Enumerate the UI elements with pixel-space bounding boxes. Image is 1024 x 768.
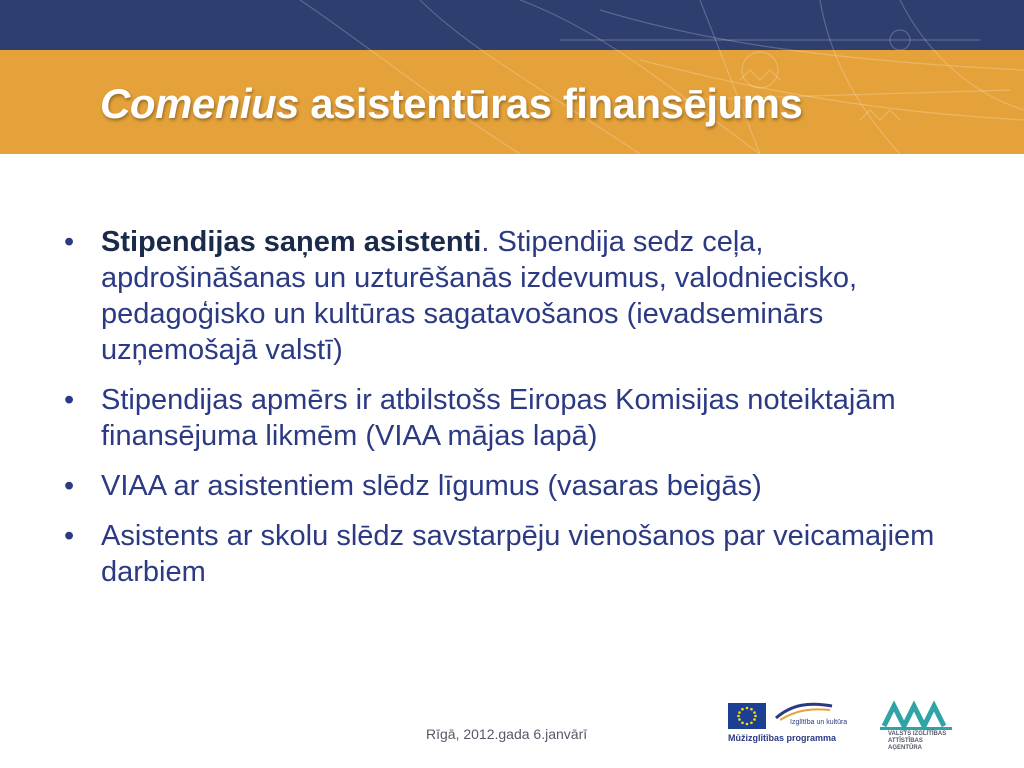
decorative-map-icon [0,0,1024,154]
bullet-text: . Stipendija sedz ceļa, apdrošināšanas un uzturēšanās izdevumus, valodniecisko, pedagoģisko un kultūras sagatavošanos (ievadseminārs uzņemošajā valstī) [101,226,858,366]
viaa-logo [880,700,964,750]
bullet-marker: • [64,226,75,258]
bullet-text: Asistents ar skolu slēdz savstarpēju vienošanos par veicamajiem darbiem [101,520,935,588]
bullet-bold-text: Stipendijas saņem asistenti [101,226,482,258]
bullet-marker: • [64,384,75,416]
viaa-name: VALSTS IZGLĪTĪBAS ATTĪSTĪBAS AĢENTŪRA [888,731,947,751]
bullet-item [64,518,964,590]
bullet-list [64,224,964,604]
bullet-marker: • [64,520,75,552]
llp-name: Mūžizglītības programma [728,733,837,743]
lifelong-learning-logo [728,700,858,746]
bullet-marker: • [64,470,75,502]
slide-title-italic: Comenius [100,80,300,127]
footer-date: Rīgā, 2012.gada 6.janvārī [426,726,588,742]
bullet-item [64,468,964,504]
eu-flag-icon [728,703,766,729]
bullet-text: Stipendijas apmērs ir atbilstošs Eiropas Komisijas noteiktajām finansējuma likmēm (VIAA mājas lapā) [101,384,896,452]
viaa-mark-icon [880,700,952,732]
bullet-item [64,224,964,368]
slide-title [100,80,802,128]
bullet-item [64,382,964,454]
bullet-text: VIAA ar asistentiem slēdz līgumus (vasaras beigās) [101,470,762,502]
llp-tagline: Izglītība un kultūra [790,719,848,726]
slide-title-rest: asistentūras finansējums [299,80,803,127]
